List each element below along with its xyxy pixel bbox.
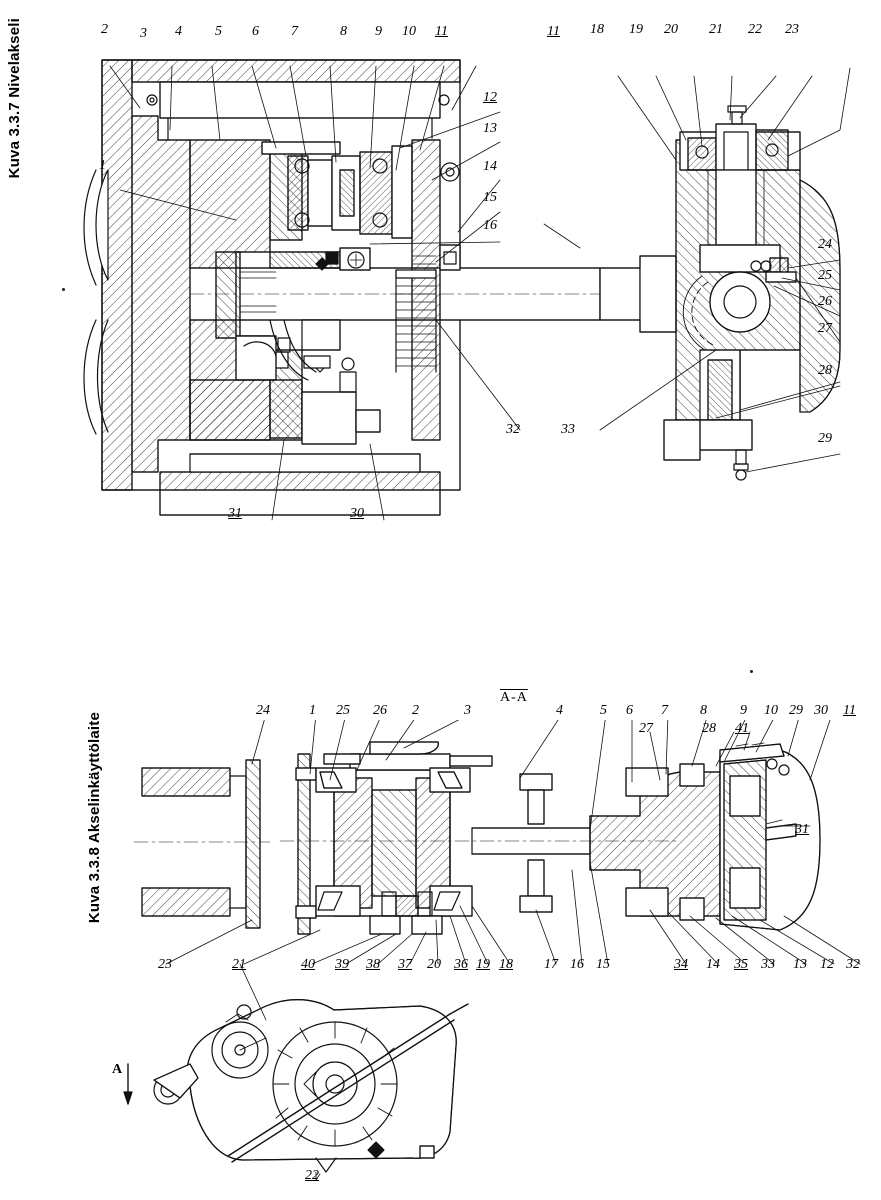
callout-label: 1 — [99, 158, 106, 173]
callout-label: 39 — [335, 957, 349, 972]
callout-label: 1 — [309, 703, 316, 718]
callout-label: 27 — [639, 721, 653, 736]
callout-label: 6 — [626, 703, 633, 718]
callout-label: 28 — [702, 721, 716, 736]
callout-label: 31 — [228, 506, 242, 521]
callout-label: 26 — [373, 703, 387, 718]
callout-label: 21 — [709, 22, 723, 37]
callout-label: 7 — [291, 24, 298, 39]
callout-label: 5 — [600, 703, 607, 718]
callout-label: 15 — [596, 957, 610, 972]
callout-label: 16 — [483, 218, 497, 233]
callout-label: 5 — [215, 24, 222, 39]
callout-label: 4 — [175, 24, 182, 39]
callout-label: 2 — [101, 22, 108, 37]
callout-label: 30 — [350, 506, 364, 521]
callout-label: 10 — [764, 703, 778, 718]
callout-label: 38 — [366, 957, 380, 972]
callout-label: 40 — [301, 957, 315, 972]
callout-label: 32 — [846, 957, 860, 972]
callout-label: 4 — [556, 703, 563, 718]
callout-label: 7 — [661, 703, 668, 718]
figure-caption-337: Kuva 3.3.7 Nivelakseli — [6, 18, 23, 179]
callout-label: 33 — [561, 422, 575, 437]
callout-label: 28 — [818, 363, 832, 378]
callout-label: 33 — [761, 957, 775, 972]
callout-label: 29 — [789, 703, 803, 718]
callout-label: 3 — [464, 703, 471, 718]
callout-label: 12 — [483, 90, 497, 105]
callout-label: 36 — [454, 957, 468, 972]
callout-label: 19 — [629, 22, 643, 37]
page-dot-mark — [62, 288, 65, 291]
callout-label: 27 — [818, 321, 832, 336]
callout-label: 35 — [734, 957, 748, 972]
figure-338-drawing — [120, 720, 880, 1190]
callout-label: 24 — [818, 237, 832, 252]
callout-label: 23 — [158, 957, 172, 972]
callout-label: 22 — [305, 1168, 319, 1183]
callout-label: 25 — [818, 268, 832, 283]
callout-label: 18 — [499, 957, 513, 972]
callout-label: 21 — [232, 957, 246, 972]
callout-label: 11 — [547, 24, 560, 39]
callout-label: 25 — [336, 703, 350, 718]
callout-label: 37 — [398, 957, 412, 972]
callout-label: 14 — [483, 159, 497, 174]
callout-label: 30 — [814, 703, 828, 718]
callout-label: 9 — [740, 703, 747, 718]
callout-label: 16 — [570, 957, 584, 972]
section-label-aa: A-A — [500, 690, 528, 705]
callout-label: 6 — [252, 24, 259, 39]
callout-label: 20 — [427, 957, 441, 972]
callout-label: 3 — [140, 26, 147, 41]
callout-label: 12 — [820, 957, 834, 972]
callout-label: 8 — [700, 703, 707, 718]
callout-label: 10 — [402, 24, 416, 39]
callout-label: 13 — [483, 121, 497, 136]
callout-label: 14 — [706, 957, 720, 972]
callout-label: 13 — [793, 957, 807, 972]
figure-337-drawing — [40, 20, 880, 540]
callout-label: 15 — [483, 190, 497, 205]
callout-label: 24 — [256, 703, 270, 718]
callout-label: 18 — [590, 22, 604, 37]
callout-label: 19 — [476, 957, 490, 972]
callout-label: 32 — [506, 422, 520, 437]
callout-label: 31 — [795, 822, 809, 837]
callout-label: 17 — [544, 957, 558, 972]
figure-caption-338: Kuva 3.3.8 Akselinkäyttölaite — [86, 712, 103, 924]
callout-label: 41 — [735, 721, 749, 736]
callout-label: 29 — [818, 431, 832, 446]
callout-label: 11 — [843, 703, 856, 718]
callout-label: 8 — [340, 24, 347, 39]
callout-label: 20 — [664, 22, 678, 37]
callout-label: 11 — [435, 24, 448, 39]
page-dot-mark — [750, 670, 753, 673]
callout-label: 22 — [748, 22, 762, 37]
callout-label: 26 — [818, 294, 832, 309]
section-arrow-label-a: A — [112, 1062, 123, 1077]
callout-label: 9 — [375, 24, 382, 39]
callout-label: 2 — [412, 703, 419, 718]
callout-label: 23 — [785, 22, 799, 37]
callout-label: 34 — [674, 957, 688, 972]
